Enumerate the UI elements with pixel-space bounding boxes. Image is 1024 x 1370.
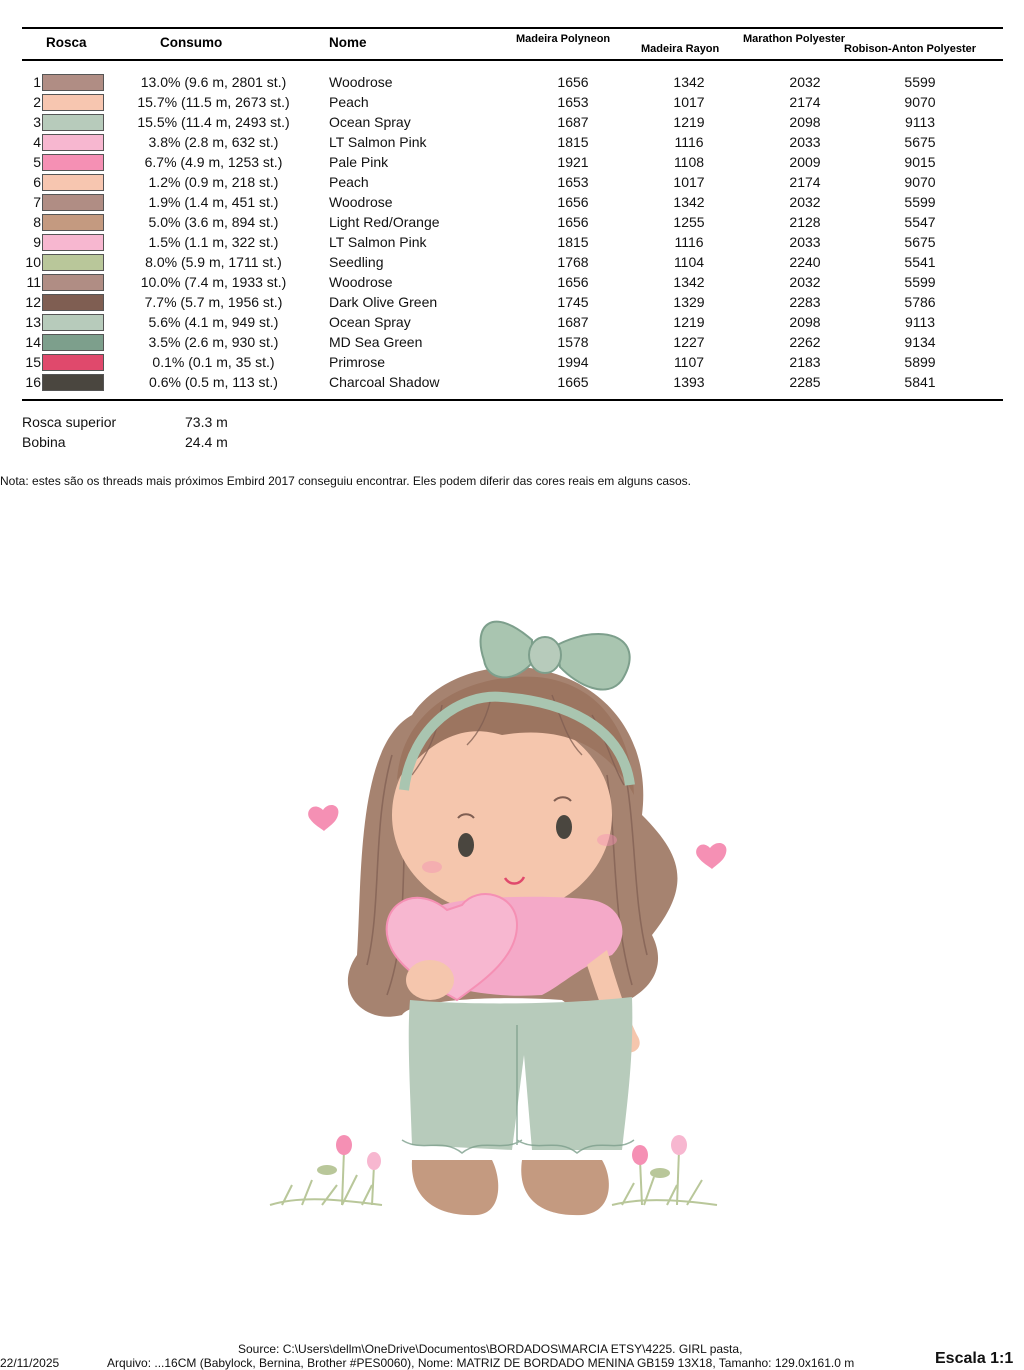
- thread-color-swatch: [42, 334, 104, 351]
- marathon-polyester-code: 2098: [789, 114, 821, 130]
- thread-number: 15: [25, 354, 41, 370]
- thread-consumption: 0.1% (0.1 m, 35 st.): [152, 354, 275, 370]
- thread-name: LT Salmon Pink: [329, 234, 427, 250]
- thread-number: 3: [33, 114, 41, 130]
- robison-anton-code: 5599: [904, 274, 936, 290]
- thread-row: [0, 112, 1024, 132]
- robison-anton-code: 5599: [904, 74, 936, 90]
- robison-anton-code: 5786: [904, 294, 936, 310]
- flowers-left: [317, 1135, 381, 1205]
- thread-color-swatch: [42, 114, 104, 131]
- thread-name: Peach: [329, 174, 369, 190]
- thread-color-swatch: [42, 234, 104, 251]
- marathon-polyester-code: 2098: [789, 314, 821, 330]
- madeira-rayon-code: 1329: [673, 294, 705, 310]
- header-rosca: Rosca: [46, 35, 87, 50]
- thread-number: 14: [25, 334, 41, 350]
- madeira-polyneon-code: 1653: [557, 174, 589, 190]
- thread-name: Ocean Spray: [329, 314, 411, 330]
- footer-date: 22/11/2025: [0, 1356, 60, 1370]
- thread-row: [0, 172, 1024, 192]
- right-eye: [556, 815, 572, 839]
- thread-consumption: 8.0% (5.9 m, 1711 st.): [145, 254, 282, 270]
- thread-row: [0, 272, 1024, 292]
- thread-row: [0, 152, 1024, 172]
- madeira-polyneon-code: 1687: [557, 314, 589, 330]
- madeira-polyneon-code: 1653: [557, 94, 589, 110]
- thread-color-swatch: [42, 174, 104, 191]
- embroidery-girl-with-heart-illustration: [262, 605, 742, 1230]
- thread-color-swatch: [42, 214, 104, 231]
- thread-consumption: 6.7% (4.9 m, 1253 st.): [144, 154, 283, 170]
- thread-color-swatch: [42, 94, 104, 111]
- madeira-rayon-code: 1116: [674, 134, 704, 150]
- madeira-polyneon-code: 1687: [557, 114, 589, 130]
- thread-consumption: 7.7% (5.7 m, 1956 st.): [144, 294, 283, 310]
- thread-consumption: 3.5% (2.6 m, 930 st.): [148, 334, 279, 350]
- left-shoe: [412, 1160, 498, 1215]
- left-eye: [458, 833, 474, 857]
- thread-color-swatch: [42, 154, 104, 171]
- marathon-polyester-code: 2128: [789, 214, 821, 230]
- thread-consumption: 5.0% (3.6 m, 894 st.): [148, 214, 279, 230]
- madeira-polyneon-code: 1815: [557, 134, 589, 150]
- thread-number: 8: [33, 214, 41, 230]
- rosca-superior-label: Rosca superior: [22, 414, 117, 430]
- thread-number: 13: [25, 314, 41, 330]
- madeira-rayon-code: 1342: [673, 74, 705, 90]
- thread-color-swatch: [42, 194, 104, 211]
- madeira-polyneon-code: 1665: [557, 374, 589, 390]
- grass-left: [270, 1175, 382, 1205]
- footer-scale: Escala 1:1: [935, 1350, 1014, 1367]
- thread-color-swatch: [42, 354, 104, 371]
- thread-number: 2: [33, 94, 41, 110]
- thread-name: Pale Pink: [329, 154, 389, 170]
- thread-row: [0, 72, 1024, 92]
- marathon-polyester-code: 2009: [789, 154, 821, 170]
- thread-number: 9: [33, 234, 41, 250]
- header-madeira-polyneon: Madeira Polyneon: [516, 33, 611, 45]
- thread-color-swatch: [42, 254, 104, 271]
- grass-right: [612, 1177, 717, 1205]
- robison-anton-code: 5599: [904, 194, 936, 210]
- madeira-rayon-code: 1219: [673, 114, 705, 130]
- thread-name: LT Salmon Pink: [329, 134, 427, 150]
- robison-anton-code: 9070: [904, 94, 936, 110]
- bobina-label: Bobina: [22, 434, 66, 450]
- table-top-rule: [22, 27, 1003, 29]
- rosca-superior-value: 73.3 m: [185, 414, 228, 430]
- madeira-rayon-code: 1219: [673, 314, 705, 330]
- madeira-polyneon-code: 1815: [557, 234, 589, 250]
- madeira-polyneon-code: 1656: [557, 274, 589, 290]
- marathon-polyester-code: 2033: [789, 234, 821, 250]
- table-header-rule: [22, 59, 1003, 61]
- thread-color-swatch: [42, 274, 104, 291]
- marathon-polyester-code: 2240: [789, 254, 821, 270]
- thread-consumption: 10.0% (7.4 m, 1933 st.): [140, 274, 287, 290]
- thread-consumption: 1.5% (1.1 m, 322 st.): [148, 234, 279, 250]
- bobina-value: 24.4 m: [185, 434, 228, 450]
- header-marathon-polyester: Marathon Polyester: [743, 33, 846, 45]
- footer-source: Source: C:\Users\dellm\OneDrive\Documentos\BORDADOS\MARCIA ETSY\4225. GIRL pasta,: [238, 1342, 743, 1356]
- robison-anton-code: 9070: [904, 174, 936, 190]
- right-shoe: [521, 1160, 609, 1215]
- left-cheek: [422, 861, 442, 873]
- madeira-polyneon-code: 1994: [557, 354, 589, 370]
- marathon-polyester-code: 2174: [789, 174, 821, 190]
- robison-anton-code: 9134: [904, 334, 936, 350]
- thread-row: [0, 332, 1024, 352]
- madeira-rayon-code: 1116: [674, 234, 704, 250]
- thread-row: [0, 232, 1024, 252]
- robison-anton-code: 9113: [904, 114, 936, 130]
- robison-anton-code: 9015: [904, 154, 936, 170]
- madeira-rayon-code: 1017: [673, 174, 705, 190]
- thread-consumption: 15.7% (11.5 m, 2673 st.): [137, 94, 290, 110]
- thread-number: 10: [25, 254, 41, 270]
- thread-row: [0, 132, 1024, 152]
- thread-number: 11: [26, 274, 41, 290]
- thread-name: Ocean Spray: [329, 114, 411, 130]
- header-madeira-rayon: Madeira Rayon: [641, 43, 720, 55]
- madeira-polyneon-code: 1656: [557, 214, 589, 230]
- thread-consumption: 1.9% (1.4 m, 451 st.): [148, 194, 279, 210]
- thread-color-swatch: [42, 74, 104, 91]
- right-cheek: [597, 834, 617, 846]
- thread-name: Woodrose: [329, 194, 393, 210]
- marathon-polyester-code: 2032: [789, 74, 821, 90]
- marathon-polyester-code: 2032: [789, 194, 821, 210]
- thread-row: [0, 352, 1024, 372]
- footer-arquivo: Arquivo: ...16CM (Babylock, Bernina, Brother #PES0060), Nome: MATRIZ DE BORDADO MENINA GB159 13X18, Tamanho: 129.0x161.0 m: [107, 1356, 855, 1370]
- marathon-polyester-code: 2262: [789, 334, 821, 350]
- madeira-polyneon-code: 1921: [557, 154, 589, 170]
- madeira-rayon-code: 1227: [673, 334, 705, 350]
- thread-color-swatch: [42, 294, 104, 311]
- thread-consumption: 15.5% (11.4 m, 2493 st.): [137, 114, 290, 130]
- robison-anton-code: 5841: [904, 374, 936, 390]
- thread-name: Charcoal Shadow: [329, 374, 440, 390]
- madeira-rayon-code: 1107: [673, 354, 705, 370]
- madeira-polyneon-code: 1745: [557, 294, 589, 310]
- thread-row: [0, 212, 1024, 232]
- thread-consumption: 3.8% (2.8 m, 632 st.): [148, 134, 279, 150]
- table-bottom-rule: [22, 399, 1003, 401]
- thread-number: 1: [33, 74, 41, 90]
- madeira-polyneon-code: 1656: [557, 194, 589, 210]
- robison-anton-code: 9113: [904, 314, 936, 330]
- thread-name: Dark Olive Green: [329, 294, 438, 310]
- madeira-polyneon-code: 1578: [557, 334, 589, 350]
- robison-anton-code: 5675: [904, 234, 936, 250]
- header-nome: Nome: [329, 35, 367, 50]
- thread-number: 16: [25, 374, 41, 390]
- thread-color-swatch: [42, 374, 104, 391]
- marathon-polyester-code: 2183: [789, 354, 821, 370]
- thread-color-swatch: [42, 314, 104, 331]
- marathon-polyester-code: 2032: [789, 274, 821, 290]
- thread-row: [0, 92, 1024, 112]
- thread-row: [0, 252, 1024, 272]
- thread-name: Peach: [329, 94, 369, 110]
- header-consumo: Consumo: [160, 35, 223, 50]
- thread-number: 7: [33, 194, 41, 210]
- marathon-polyester-code: 2033: [789, 134, 821, 150]
- madeira-rayon-code: 1104: [673, 254, 705, 270]
- thread-number: 5: [33, 154, 41, 170]
- thread-consumption: 13.0% (9.6 m, 2801 st.): [140, 74, 287, 90]
- madeira-rayon-code: 1108: [673, 154, 705, 170]
- thread-row: [0, 292, 1024, 312]
- thread-row: [0, 372, 1024, 392]
- thread-number: 12: [25, 294, 41, 310]
- robison-anton-code: 5675: [904, 134, 936, 150]
- thread-name: Light Red/Orange: [329, 214, 440, 230]
- left-hand: [406, 960, 454, 1000]
- thread-note: Nota: estes são os threads mais próximos Embird 2017 conseguiu encontrar. Eles podem diferir das cores reais em alguns casos.: [0, 474, 692, 488]
- marathon-polyester-code: 2283: [789, 294, 821, 310]
- floating-heart-right: [696, 843, 726, 869]
- flowers-right: [632, 1135, 687, 1205]
- madeira-polyneon-code: 1656: [557, 74, 589, 90]
- robison-anton-code: 5541: [904, 254, 936, 270]
- thread-name: Seedling: [329, 254, 384, 270]
- thread-name: Woodrose: [329, 274, 393, 290]
- thread-name: MD Sea Green: [329, 334, 423, 350]
- marathon-polyester-code: 2285: [789, 374, 821, 390]
- robison-anton-code: 5547: [904, 214, 936, 230]
- thread-number: 6: [33, 174, 41, 190]
- madeira-rayon-code: 1255: [673, 214, 705, 230]
- madeira-rayon-code: 1393: [673, 374, 705, 390]
- madeira-rayon-code: 1342: [673, 194, 705, 210]
- thread-color-swatch: [42, 134, 104, 151]
- marathon-polyester-code: 2174: [789, 94, 821, 110]
- thread-consumption: 0.6% (0.5 m, 113 st.): [149, 374, 278, 390]
- floating-heart-left: [308, 805, 338, 831]
- thread-consumption: 1.2% (0.9 m, 218 st.): [148, 174, 279, 190]
- thread-consumption: 5.6% (4.1 m, 949 st.): [148, 314, 279, 330]
- robison-anton-code: 5899: [904, 354, 936, 370]
- thread-row: [0, 192, 1024, 212]
- madeira-rayon-code: 1017: [673, 94, 705, 110]
- thread-name: Primrose: [329, 354, 386, 370]
- pants: [409, 997, 633, 1150]
- header-robison-anton: Robison-Anton Polyester: [844, 43, 977, 55]
- thread-row: [0, 312, 1024, 332]
- madeira-rayon-code: 1342: [673, 274, 705, 290]
- madeira-polyneon-code: 1768: [557, 254, 589, 270]
- thread-number: 4: [33, 134, 41, 150]
- thread-name: Woodrose: [329, 74, 393, 90]
